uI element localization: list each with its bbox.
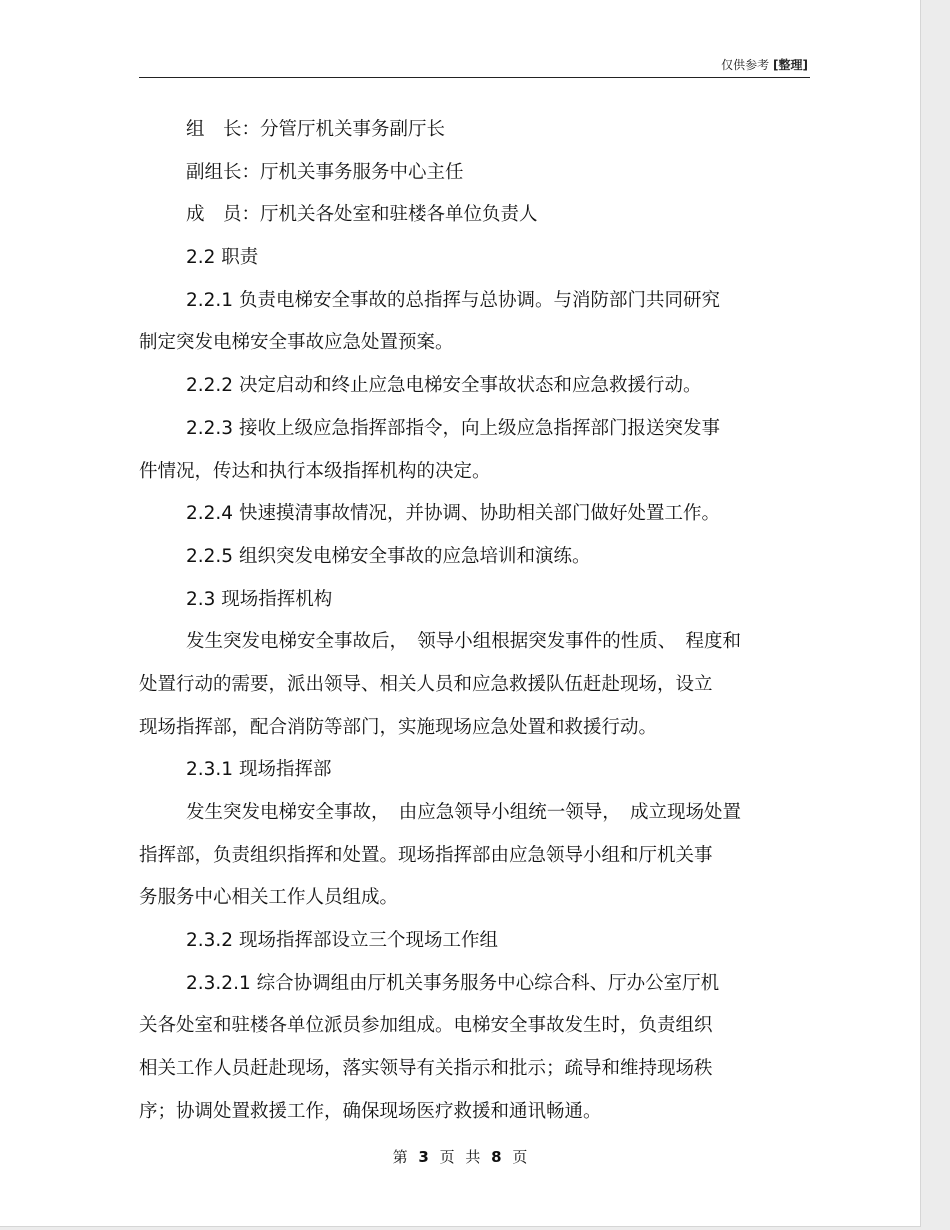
body-text (139, 109, 819, 1134)
footer-middle: 页 共 (439, 1148, 481, 1166)
text-line: 发生突发电梯安全事故后， 领导小组根据突发事件的性质、 程度和 (186, 631, 742, 653)
footer-prefix: 第 (392, 1148, 408, 1166)
header-tag: [整理] (773, 58, 808, 72)
text-line: 2.2.2 决定启动和终止应急电梯安全事故状态和应急救援行动。 (186, 375, 702, 397)
header-note: 仅供参考 (721, 58, 770, 72)
text-line: 发生突发电梯安全事故， 由应急领导小组统一领导， 成立现场处置 (186, 802, 742, 823)
text-line: 处置行动的需要，派出领导、相关人员和应急救援队伍赶赴现场，设立 (139, 673, 713, 695)
page-footer (0, 1146, 920, 1167)
page-total: 8 (491, 1148, 502, 1166)
text-line: 序；协调处置救援工作，确保现场医疗救援和通讯畅通。 (139, 1100, 602, 1122)
text-line: 2.2.3 接收上级应急指挥部指令，向上级应急指挥部门报送突发事 (186, 417, 720, 439)
text-line: 件情况，传达和执行本级指挥机构的决定。 (139, 460, 491, 482)
text-line: 2.2.1 负责电梯安全事故的总指挥与总协调。与消防部门共同研究 (186, 289, 720, 311)
page-number: 3 (418, 1148, 429, 1166)
page-header (721, 56, 808, 73)
text-line: 务服务中心相关工作人员组成。 (139, 887, 399, 909)
footer-suffix: 页 (512, 1148, 528, 1166)
text-line: 关各处室和驻楼各单位派员参加组成。电梯安全事故发生时，负责组织 (139, 1015, 713, 1037)
text-line: 现场指挥部，配合消防等部门，实施现场应急处置和救援行动。 (139, 716, 658, 738)
text-line: 2.3 现场指挥机构 (186, 588, 333, 610)
text-line: 2.3.2.1 综合协调组由厅机关事务服务中心综合科、厅办公室厅机 (186, 972, 720, 994)
header-rule (139, 77, 810, 78)
text-line: 2.2.5 组织突发电梯安全事故的应急培训和演练。 (186, 545, 591, 567)
text-line: 制定突发电梯安全事故应急处置预案。 (139, 332, 454, 354)
text-line: 2.2.4 快速摸清事故情况，并协调、协助相关部门做好处置工作。 (186, 503, 720, 525)
text-line: 副组长：厅机关事务服务中心主任 (186, 161, 464, 183)
text-line: 相关工作人员赶赴现场，落实领导有关指示和批示；疏导和维持现场秩 (139, 1058, 713, 1080)
text-line: 成 员：厅机关各处室和驻楼各单位负责人 (186, 204, 538, 226)
text-line: 2.2 职责 (186, 247, 259, 269)
text-line: 2.3.1 现场指挥部 (186, 759, 332, 781)
text-line: 指挥部，负责组织指挥和处置。现场指挥部由应急领导小组和厅机关事 (139, 844, 713, 866)
text-line: 2.3.2 现场指挥部设立三个现场工作组 (186, 930, 498, 952)
text-line: 组 长：分管厅机关事务副厅长 (186, 119, 446, 140)
